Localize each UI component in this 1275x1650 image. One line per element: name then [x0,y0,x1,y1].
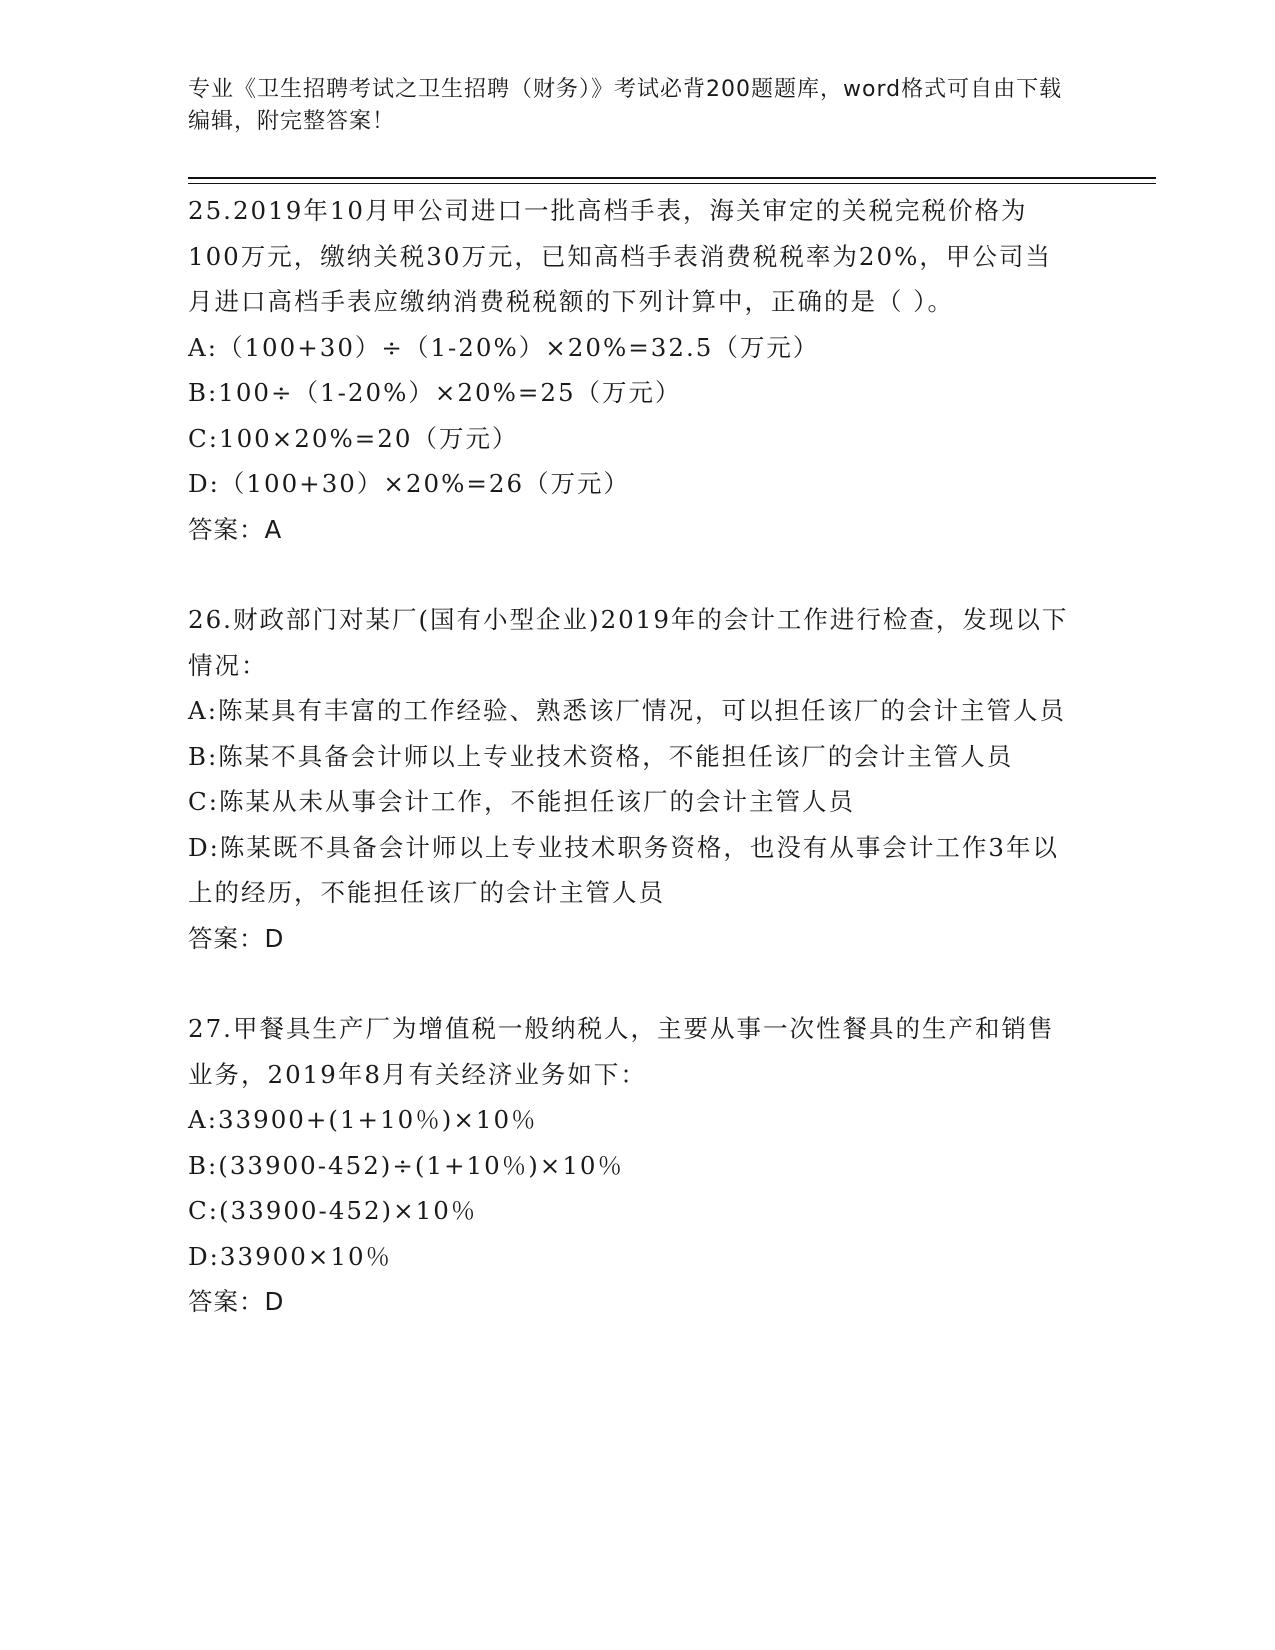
question-26 [188,597,1078,961]
option-b: B:陈某不具备会计师以上专业技术资格，不能担任该厂的会计主管人员 [188,741,1014,771]
header-divider-thin [188,183,1156,184]
answer-line: 答案：D [188,923,285,953]
option-d: D:33900×10％ [188,1241,393,1271]
answer-line: 答案：D [188,1287,285,1316]
question-stem: 26.财政部门对某厂(国有小型企业)2019年的会计工作进行检查，发现以下情况： [188,605,1069,680]
option-a: A:（100+30）÷（1-20%）×20%=32.5（万元） [188,332,820,362]
question-25 [188,188,1078,552]
option-d: D:（100+30）×20%=26（万元） [188,469,631,498]
option-c: C:陈某从未从事会计工作，不能担任该厂的会计主管人员 [188,787,855,816]
answer-line: 答案：A [188,514,283,544]
option-a: A:陈某具有丰富的工作经验、熟悉该厂情况，可以担任该厂的会计主管人员 [188,696,1066,725]
question-list [188,188,1078,1325]
option-a: A:33900+(1+10％)×10％ [188,1105,538,1134]
option-b: B:100÷（1-20%）×20%=25（万元） [188,378,682,407]
option-b: B:(33900-452)÷(1+10％)×10％ [188,1150,624,1180]
question-stem: 27.甲餐具生产厂为增值税一般纳税人，主要从事一次性餐具的生产和销售业务，2019年8月有关经济业务如下： [188,1014,1055,1089]
option-c: C:(33900-452)×10％ [188,1196,478,1225]
document-header: 专业《卫生招聘考试之卫生招聘（财务）》考试必背200题题库，word格式可自由下载编辑，附完整答案！ [188,77,1063,134]
question-stem: 25.2019年10月甲公司进口一批高档手表，海关审定的关税完税价格为100万元，缴纳关税30万元，已知高档手表消费税税率为20%，甲公司当月进口高档手表应缴纳消费税税额的下列计算中，正确的是（ ）。 [188,196,1052,316]
option-d: D:陈某既不具备会计师以上专业技术职务资格，也没有从事会计工作3年以上的经历，不能担任该厂的会计主管人员 [188,832,1059,907]
option-c: C:100×20%=20（万元） [188,423,519,453]
question-27 [188,1006,1078,1325]
header-divider-thick [188,177,1156,179]
